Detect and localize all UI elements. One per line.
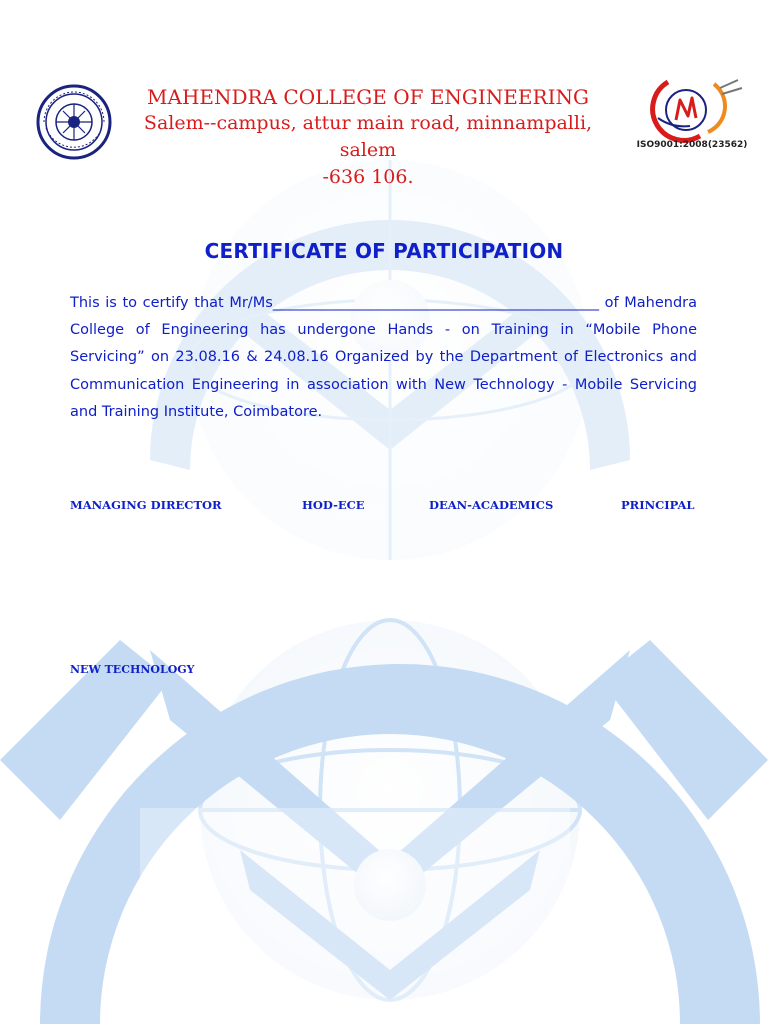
signatory-dean-academics: DEAN-ACADEMICS	[429, 498, 554, 512]
certificate-body	[70, 290, 697, 426]
signatory-managing-director: MANAGING DIRECTOR	[70, 498, 222, 512]
iso-label: ISO9001:2008(23562)	[636, 140, 748, 150]
college-address-line1: Salem--campus, attur main road, minnampalli, salem	[143, 112, 593, 161]
college-header	[118, 84, 618, 191]
college-seal-icon	[36, 84, 112, 160]
signatory-new-technology: NEW TECHNOLOGY	[70, 663, 195, 676]
certificate-title: CERTIFICATE OF PARTICIPATION	[204, 239, 564, 263]
college-address-line2: -636 106.	[322, 166, 414, 188]
signatory-row	[70, 498, 697, 518]
certify-details: of Mahendra College of Engineering has undergone Hands - on Training in “Mobile Phone Servicing” on 23.08.16 & 24.08.16 Organized by the Department of Electronics and Communication Engineering in association with New Technology - Mobile Servicing and Training Institute, Coimbatore.	[70, 295, 697, 420]
college-name: MAHENDRA COLLEGE OF ENGINEERING	[147, 85, 589, 109]
signatory-principal: PRINCIPAL	[621, 498, 695, 512]
name-blank-line: _____________________________________________	[272, 295, 600, 311]
certify-intro: This is to certify that Mr/Ms	[70, 295, 273, 311]
signatory-hod-ece: HOD-ECE	[302, 498, 365, 512]
